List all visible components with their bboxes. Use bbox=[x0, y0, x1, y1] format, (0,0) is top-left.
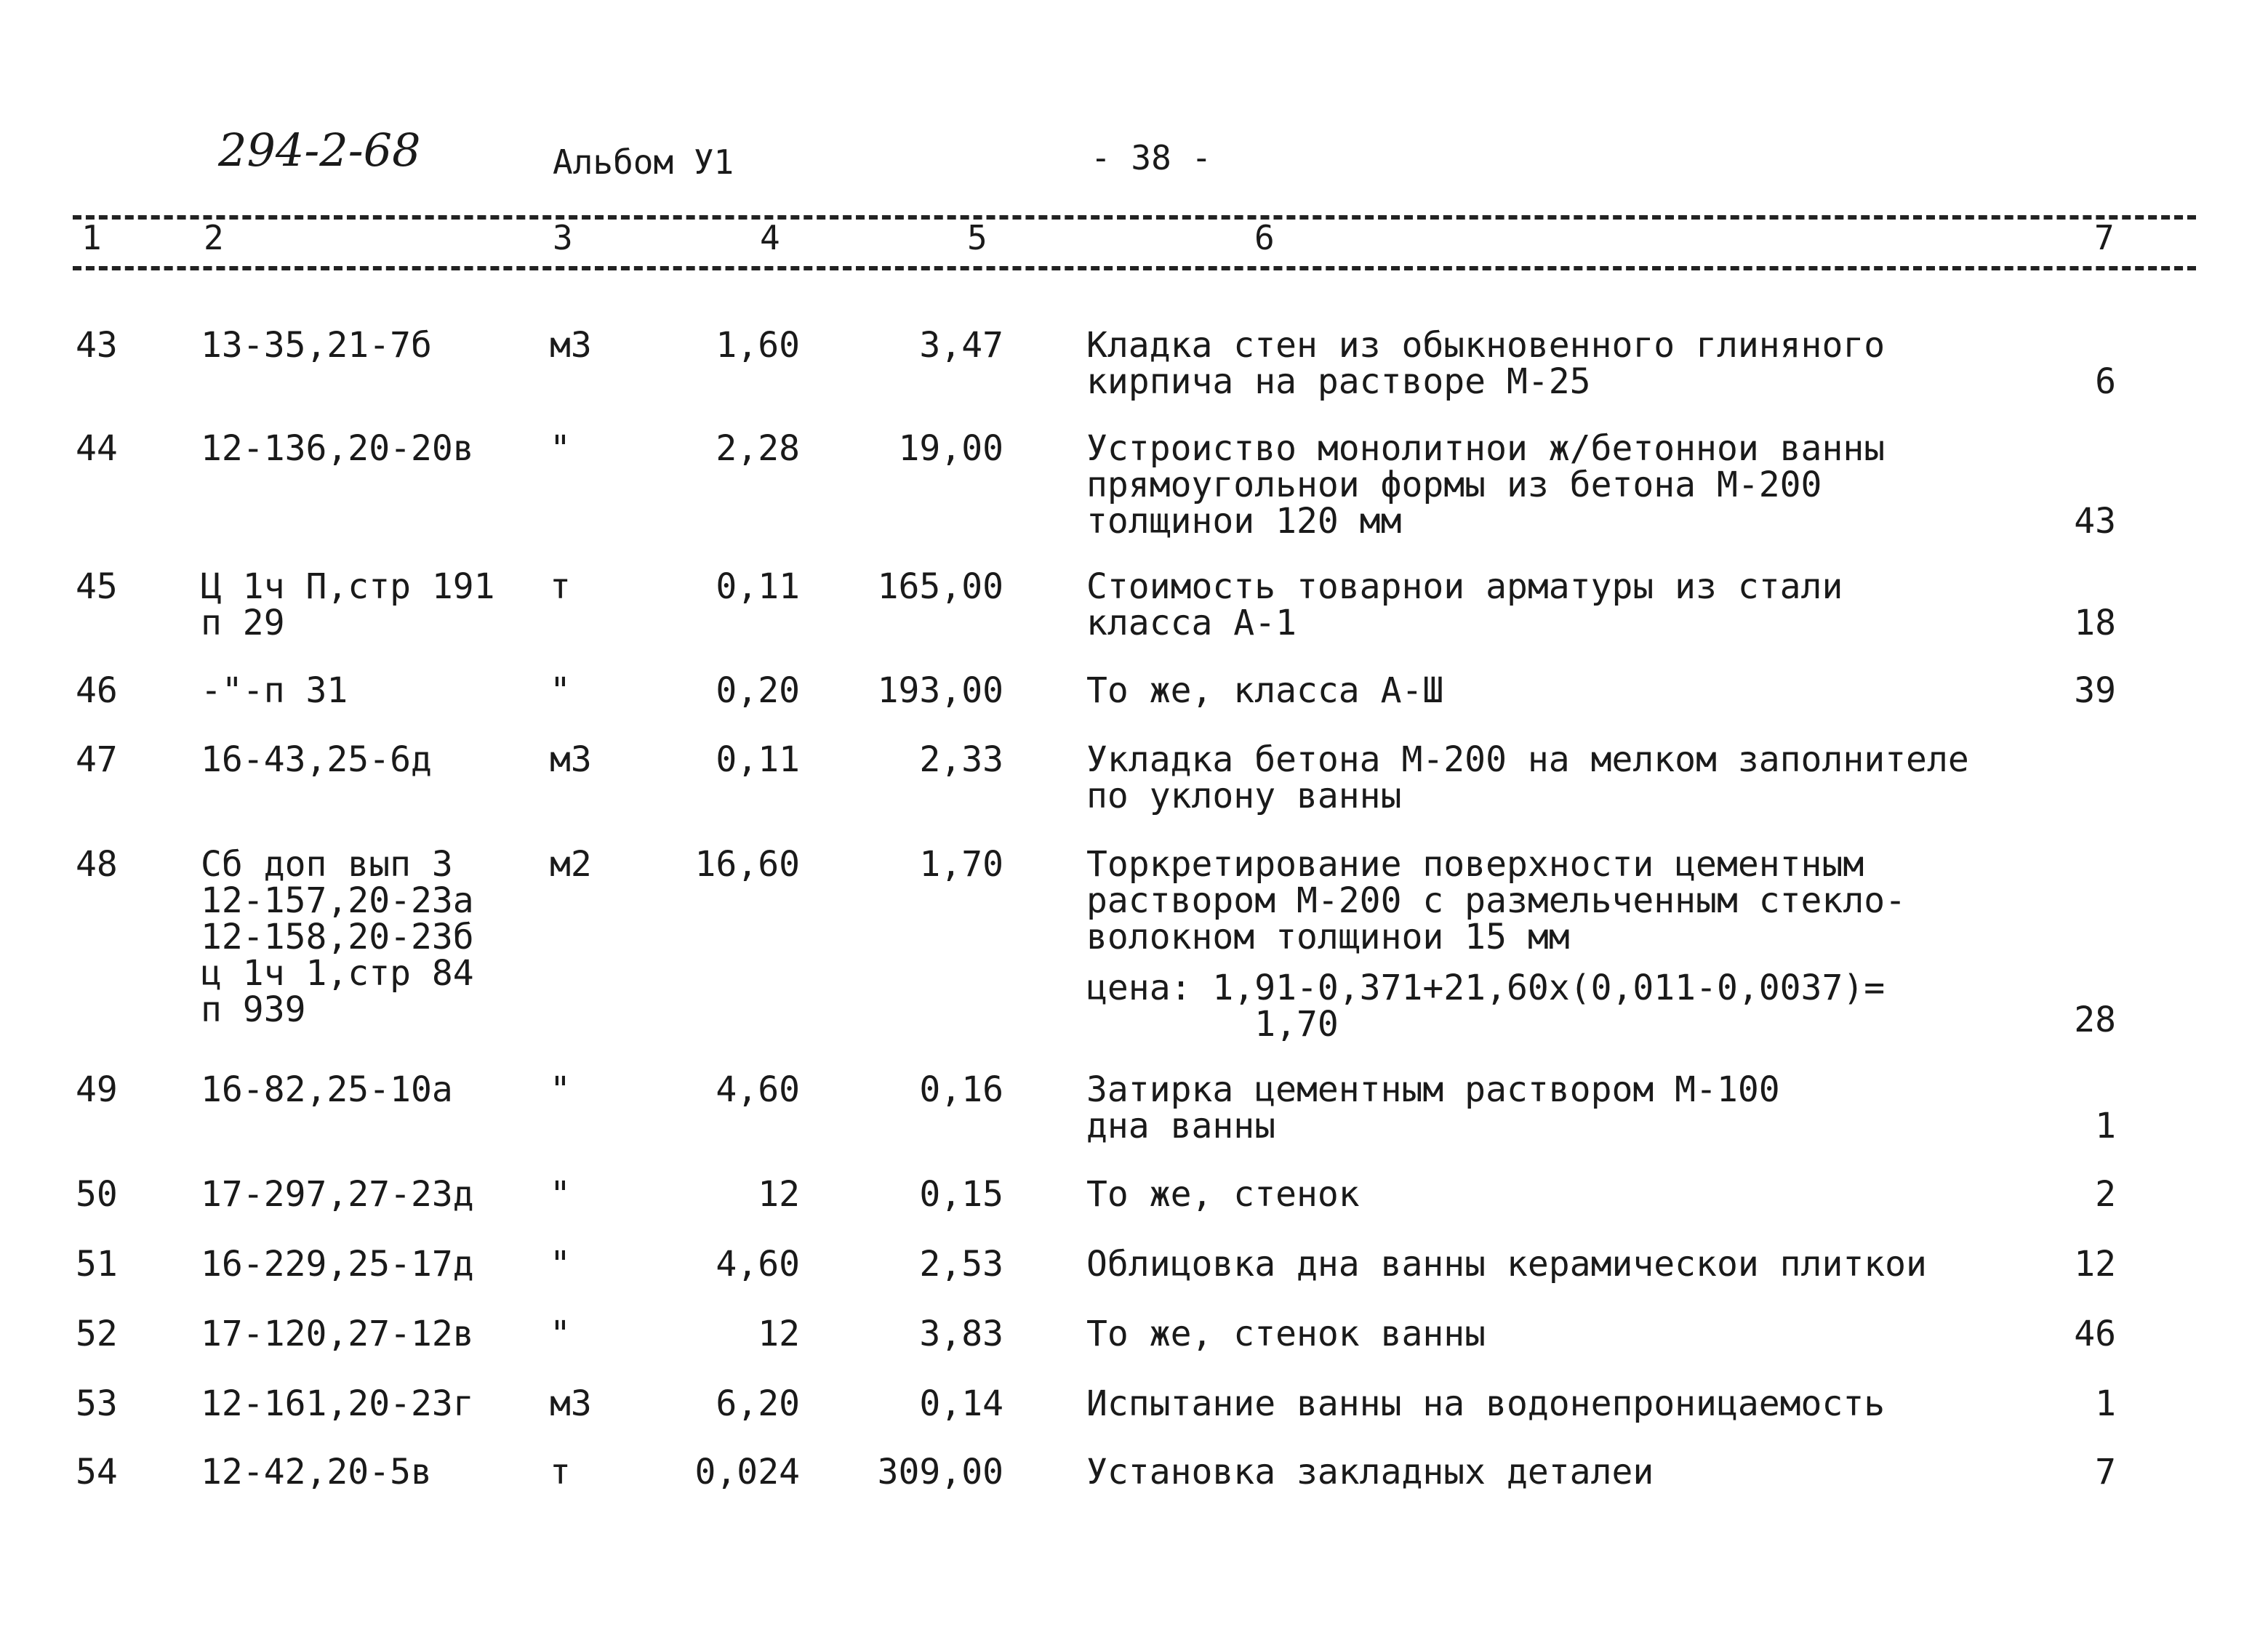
row-code: 12-136,20-20в bbox=[201, 428, 474, 469]
row-code: 17-120,27-12в bbox=[201, 1314, 474, 1354]
row-total: 1 bbox=[2095, 1106, 2116, 1146]
row-quantity: 12 bbox=[758, 1174, 800, 1215]
album-label: Альбом У1 bbox=[553, 142, 734, 182]
row-quantity: 1,60 bbox=[716, 325, 800, 366]
row-code: 16-43,25-6д bbox=[201, 739, 432, 780]
row-quantity: 2,28 bbox=[716, 428, 800, 469]
header-divider-top bbox=[73, 215, 2196, 220]
row-description: Затирка цементным раствором М-100 дна ванны bbox=[1086, 1069, 1780, 1146]
row-number: 49 bbox=[76, 1069, 118, 1110]
row-code: Ц 1ч П,стр 191 п 29 bbox=[201, 566, 495, 643]
row-total: 1 bbox=[2095, 1383, 2116, 1424]
row-number: 45 bbox=[76, 566, 118, 607]
row-unit-price: 3,47 bbox=[919, 325, 1003, 366]
row-unit-price: 0,15 bbox=[919, 1174, 1003, 1215]
page-number: - 38 - bbox=[1091, 138, 1212, 177]
row-quantity: 4,60 bbox=[716, 1244, 800, 1285]
column-number-4: 4 bbox=[760, 218, 780, 257]
row-description: Кладка стен из обыкновенного глиняного кирпича на растворе М-25 bbox=[1086, 325, 1886, 402]
row-code: 13-35,21-7б bbox=[201, 325, 432, 366]
row-unit: т bbox=[550, 566, 571, 607]
row-number: 48 bbox=[76, 844, 118, 885]
row-unit: м3 bbox=[550, 325, 592, 366]
row-unit-price: 1,70 bbox=[919, 844, 1003, 885]
row-unit: " bbox=[550, 1244, 571, 1285]
row-unit: " bbox=[550, 1069, 571, 1110]
row-unit: м3 bbox=[550, 739, 592, 780]
column-number-6: 6 bbox=[1254, 218, 1275, 257]
row-unit-price: 0,14 bbox=[919, 1383, 1003, 1424]
row-total: 2 bbox=[2095, 1174, 2116, 1215]
row-unit-price: 193,00 bbox=[877, 670, 1003, 711]
row-number: 43 bbox=[76, 325, 118, 366]
row-unit: " bbox=[550, 428, 571, 469]
row-total: 46 bbox=[2074, 1314, 2116, 1354]
column-number-1: 1 bbox=[81, 218, 102, 257]
row-unit-price: 2,33 bbox=[919, 739, 1003, 780]
row-number: 47 bbox=[76, 739, 118, 780]
row-unit: " bbox=[550, 1174, 571, 1215]
row-number: 51 bbox=[76, 1244, 118, 1285]
column-number-5: 5 bbox=[967, 218, 987, 257]
row-unit-price: 19,00 bbox=[898, 428, 1003, 469]
row-unit-price: 165,00 bbox=[877, 566, 1003, 607]
row-total: 28 bbox=[2074, 1000, 2116, 1040]
row-unit-price: 0,16 bbox=[919, 1069, 1003, 1110]
row-unit-price: 309,00 bbox=[877, 1452, 1003, 1492]
row-quantity: 4,60 bbox=[716, 1069, 800, 1110]
row-code: 12-161,20-23г bbox=[201, 1383, 474, 1424]
header-divider-bottom bbox=[73, 266, 2196, 270]
row-description: То же, стенок ванны bbox=[1086, 1314, 1486, 1354]
column-number-2: 2 bbox=[204, 218, 224, 257]
row-description: Стоимость товарнои арматуры из стали класса А-1 bbox=[1086, 566, 1843, 643]
column-number-3: 3 bbox=[553, 218, 573, 257]
row-description: То же, стенок bbox=[1086, 1174, 1360, 1215]
row-unit-price: 2,53 bbox=[919, 1244, 1003, 1285]
row-total: 7 bbox=[2095, 1452, 2116, 1492]
row-unit: " bbox=[550, 670, 571, 711]
row-code: 16-82,25-10а bbox=[201, 1069, 453, 1110]
row-quantity: 0,024 bbox=[694, 1452, 800, 1492]
row-total: 39 bbox=[2074, 670, 2116, 711]
row-description: То же, класса А-Ш bbox=[1086, 670, 1444, 711]
row-code: 16-229,25-17д bbox=[201, 1244, 474, 1285]
row-number: 44 bbox=[76, 428, 118, 469]
row-number: 50 bbox=[76, 1174, 118, 1215]
row-description: Испытание ванны на водонепроницаемость bbox=[1086, 1383, 1886, 1424]
row-description: Торкретирование поверхности цементным раствором М-200 с размельченным стекло- волокном толщинои 15 мм bbox=[1086, 844, 1907, 957]
row-quantity: 0,11 bbox=[716, 566, 800, 607]
row-quantity: 0,20 bbox=[716, 670, 800, 711]
row-total: 18 bbox=[2074, 603, 2116, 643]
row-unit: т bbox=[550, 1452, 571, 1492]
document-code: 294-2-68 bbox=[218, 124, 421, 177]
row-description: Устроиство монолитнои ж/бетоннои ванны прямоугольнои формы из бетона М-200 толщинои 120 мм bbox=[1086, 428, 1886, 542]
row-description: Установка закладных деталеи bbox=[1086, 1452, 1654, 1492]
row-quantity: 6,20 bbox=[716, 1383, 800, 1424]
row-code: 17-297,27-23д bbox=[201, 1174, 474, 1215]
row-code: 12-42,20-5в bbox=[201, 1452, 432, 1492]
row-unit: " bbox=[550, 1314, 571, 1354]
row-number: 54 bbox=[76, 1452, 118, 1492]
row-quantity: 16,60 bbox=[694, 844, 800, 885]
row-unit-price: 3,83 bbox=[919, 1314, 1003, 1354]
row-total: 6 bbox=[2095, 361, 2116, 402]
row-code: Сб доп вып 3 12-157,20-23а 12-158,20-23б ц 1ч 1,стр 84 п 939 bbox=[201, 844, 474, 1030]
row-total: 43 bbox=[2074, 501, 2116, 542]
price-formula-note: цена: 1,91-0,371+21,60х(0,011-0,0037)= 1,70 bbox=[1086, 968, 1886, 1045]
row-number: 52 bbox=[76, 1314, 118, 1354]
row-code: -"-п 31 bbox=[201, 670, 348, 711]
column-number-7: 7 bbox=[2094, 218, 2115, 257]
row-total: 12 bbox=[2074, 1244, 2116, 1285]
row-description: Укладка бетона М-200 на мелком заполнителе по уклону ванны bbox=[1086, 739, 1969, 816]
row-description: Облицовка дна ванны керамическои плиткои bbox=[1086, 1244, 1927, 1285]
row-number: 46 bbox=[76, 670, 118, 711]
row-quantity: 0,11 bbox=[716, 739, 800, 780]
row-quantity: 12 bbox=[758, 1314, 800, 1354]
row-unit: м2 bbox=[550, 844, 592, 885]
row-unit: м3 bbox=[550, 1383, 592, 1424]
row-number: 53 bbox=[76, 1383, 118, 1424]
